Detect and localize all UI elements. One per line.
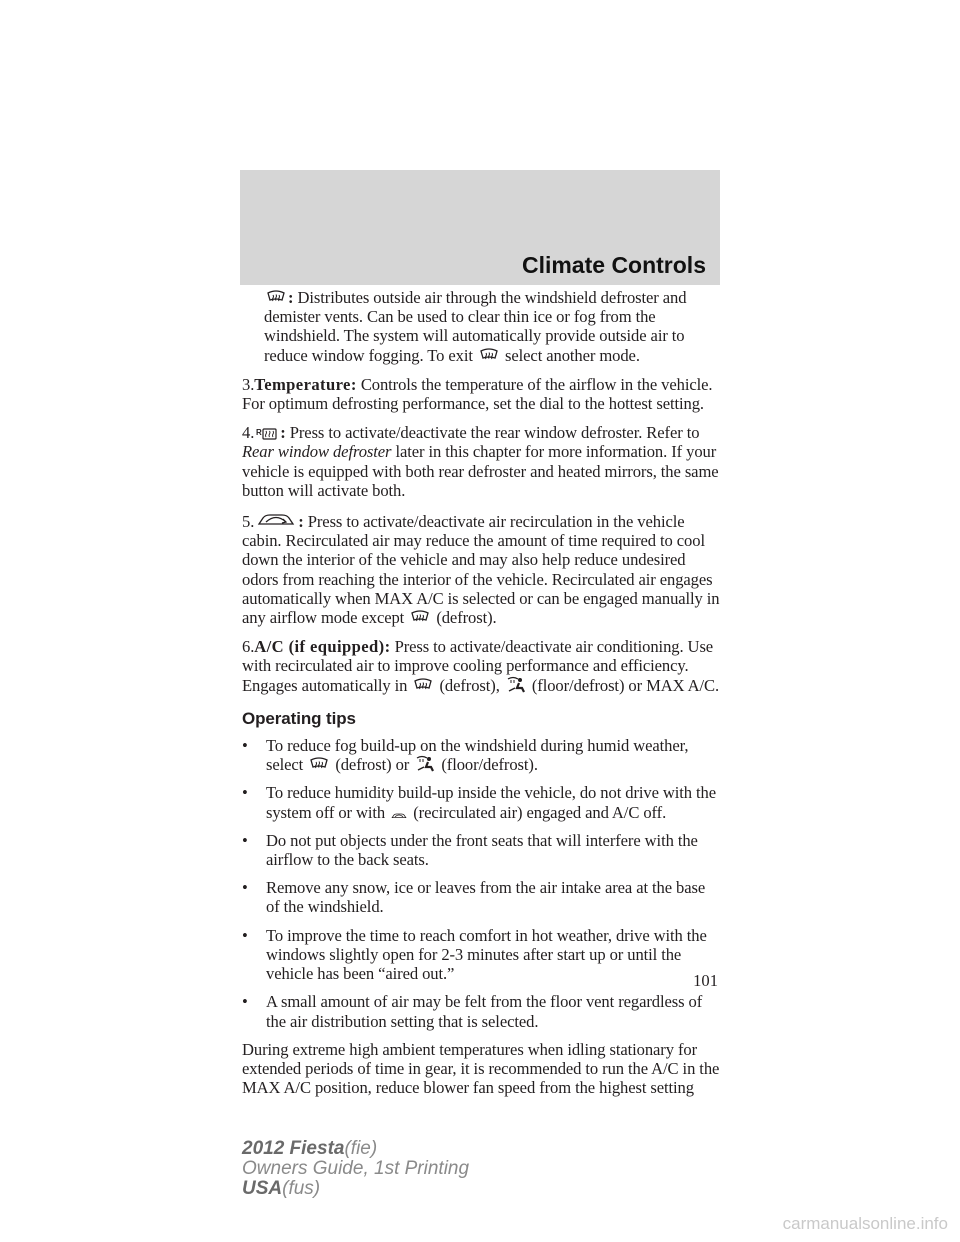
item-separator: : (298, 512, 304, 532)
defrost-text-b: select another mode. (505, 345, 640, 365)
item-number: 6. (242, 637, 255, 657)
closing-paragraph: During extreme high ambient temperatures when idling stationary for extended periods of time in gear, it is recommended to run the A/C in the MAX A/C position, reduce blower fan speed from the highest setting (242, 1039, 720, 1098)
defrost-description (242, 288, 720, 365)
windshield-defrost-icon (410, 610, 430, 626)
operating-tips-list (242, 736, 720, 1031)
item-text: Controls the temperature of the airflow in the vehicle. For optimum defrosting performance, set the dial to the hottest setting. (242, 374, 713, 414)
footer-model: 2012 Fiesta (242, 1138, 345, 1159)
tip-text: To improve the time to reach comfort in hot weather, drive with the windows slightly open for 2-3 minutes after start up or until the vehicle has been “aired out.” (266, 925, 707, 984)
item-text-b: later in this chapter for more information. If your vehicle is equipped with both rear defroster and heated mirrors, the same button will activate both. (242, 442, 719, 500)
page-number: 101 (693, 971, 718, 990)
watermark: carmanualsonline.info (782, 1214, 948, 1233)
windshield-defrost-icon (309, 757, 329, 773)
item-text-a: Press to activate/deactivate air conditioning. Use with recirculated air to improve cooling performance and efficiency. Engages automatically in (242, 637, 714, 695)
list-item (242, 783, 720, 821)
item-number: 3. (242, 374, 255, 394)
item-number: 4. (242, 423, 255, 443)
tip-text-b: (recirculated air) engaged and A/C off. (413, 802, 667, 822)
rear-defroster-reference: Rear window defroster (242, 442, 392, 462)
section-header-band (240, 170, 720, 285)
list-item (242, 878, 720, 916)
list-item (242, 926, 720, 984)
item-rear-defrost (242, 423, 720, 500)
tip-text: Do not put objects under the front seats that will interfere with the airflow to the back seats. (266, 830, 698, 870)
rear-window-defrost-icon (256, 427, 278, 441)
bullet-icon: • (242, 878, 248, 898)
bullet-icon: • (242, 783, 248, 803)
section-title: Climate Controls (521, 252, 706, 278)
tip-text-a: To reduce fog build-up on the windshield during humid weather, select (266, 736, 689, 775)
item-lead: Temperature: (254, 374, 357, 394)
item-text-b: (defrost), (439, 675, 500, 695)
item-text-a: Press to activate/deactivate the rear window defroster. Refer to (289, 423, 700, 443)
tip-text-b: (defrost) or (335, 755, 410, 775)
item-number: 5. (242, 512, 255, 532)
item-temperature (242, 375, 720, 413)
footer-line-market (242, 1179, 469, 1199)
windshield-defrost-icon (479, 348, 499, 364)
item-separator: : (280, 423, 286, 443)
svg-text:R: R (256, 428, 262, 438)
tip-text: Remove any snow, ice or leaves from the air intake area at the base of the windshield. (266, 878, 706, 917)
item-recirculation (242, 510, 720, 627)
page-content (242, 288, 720, 1107)
operating-tips-heading: Operating tips (242, 708, 356, 728)
footer-model-code: (fie) (344, 1138, 378, 1159)
footer-line-guide: Owners Guide, 1st Printing (242, 1158, 470, 1179)
item-text-c: (floor/defrost) or MAX A/C. (531, 675, 720, 695)
document-footer (242, 1139, 469, 1199)
tip-text-a: To reduce humidity build-up inside the vehicle, do not drive with the system off or with (266, 783, 717, 822)
tip-text-c: (floor/defrost). (441, 755, 538, 775)
bullet-icon: • (242, 736, 248, 756)
bullet-icon: • (242, 992, 248, 1012)
list-item (242, 992, 720, 1030)
floor-defrost-icon (415, 755, 435, 773)
list-item (242, 831, 720, 869)
footer-market-code: (fus) (282, 1178, 321, 1199)
bullet-icon: • (242, 830, 248, 850)
item-text-a: Press to activate/deactivate air recirculation in the vehicle cabin. Recirculated air may reduce the amount of time required to cool down the interior of the vehicle and may also help reduce undesired odors from reaching the interior of the vehicle. Recirculated air engages automatically when MAX A/C is selected or can be engaged manually in any airflow mode except (242, 512, 720, 628)
item-lead: A/C (if equipped): (254, 637, 391, 657)
defrost-text-a: Distributes outside air through the windshield defroster and demister vents. Can be used to clear thin ice or fog from the windshield. The system will automatically provide outside air to reduce window fogging. To exit (264, 288, 687, 365)
list-item (242, 736, 720, 774)
floor-defrost-icon (506, 676, 526, 694)
item-air-conditioning (242, 637, 720, 695)
windshield-defrost-icon (413, 678, 433, 694)
footer-market: USA (242, 1178, 283, 1199)
footer-line-model (242, 1139, 469, 1159)
air-recirculation-icon (391, 811, 407, 821)
item-text-b: (defrost). (436, 608, 497, 628)
windshield-defrost-icon (266, 290, 286, 306)
air-recirculation-icon (256, 510, 296, 530)
defrost-separator: : (288, 288, 294, 307)
bullet-icon: • (242, 925, 248, 945)
tip-text: A small amount of air may be felt from the floor vent regardless of the air distribution setting that is selected. (266, 992, 703, 1031)
